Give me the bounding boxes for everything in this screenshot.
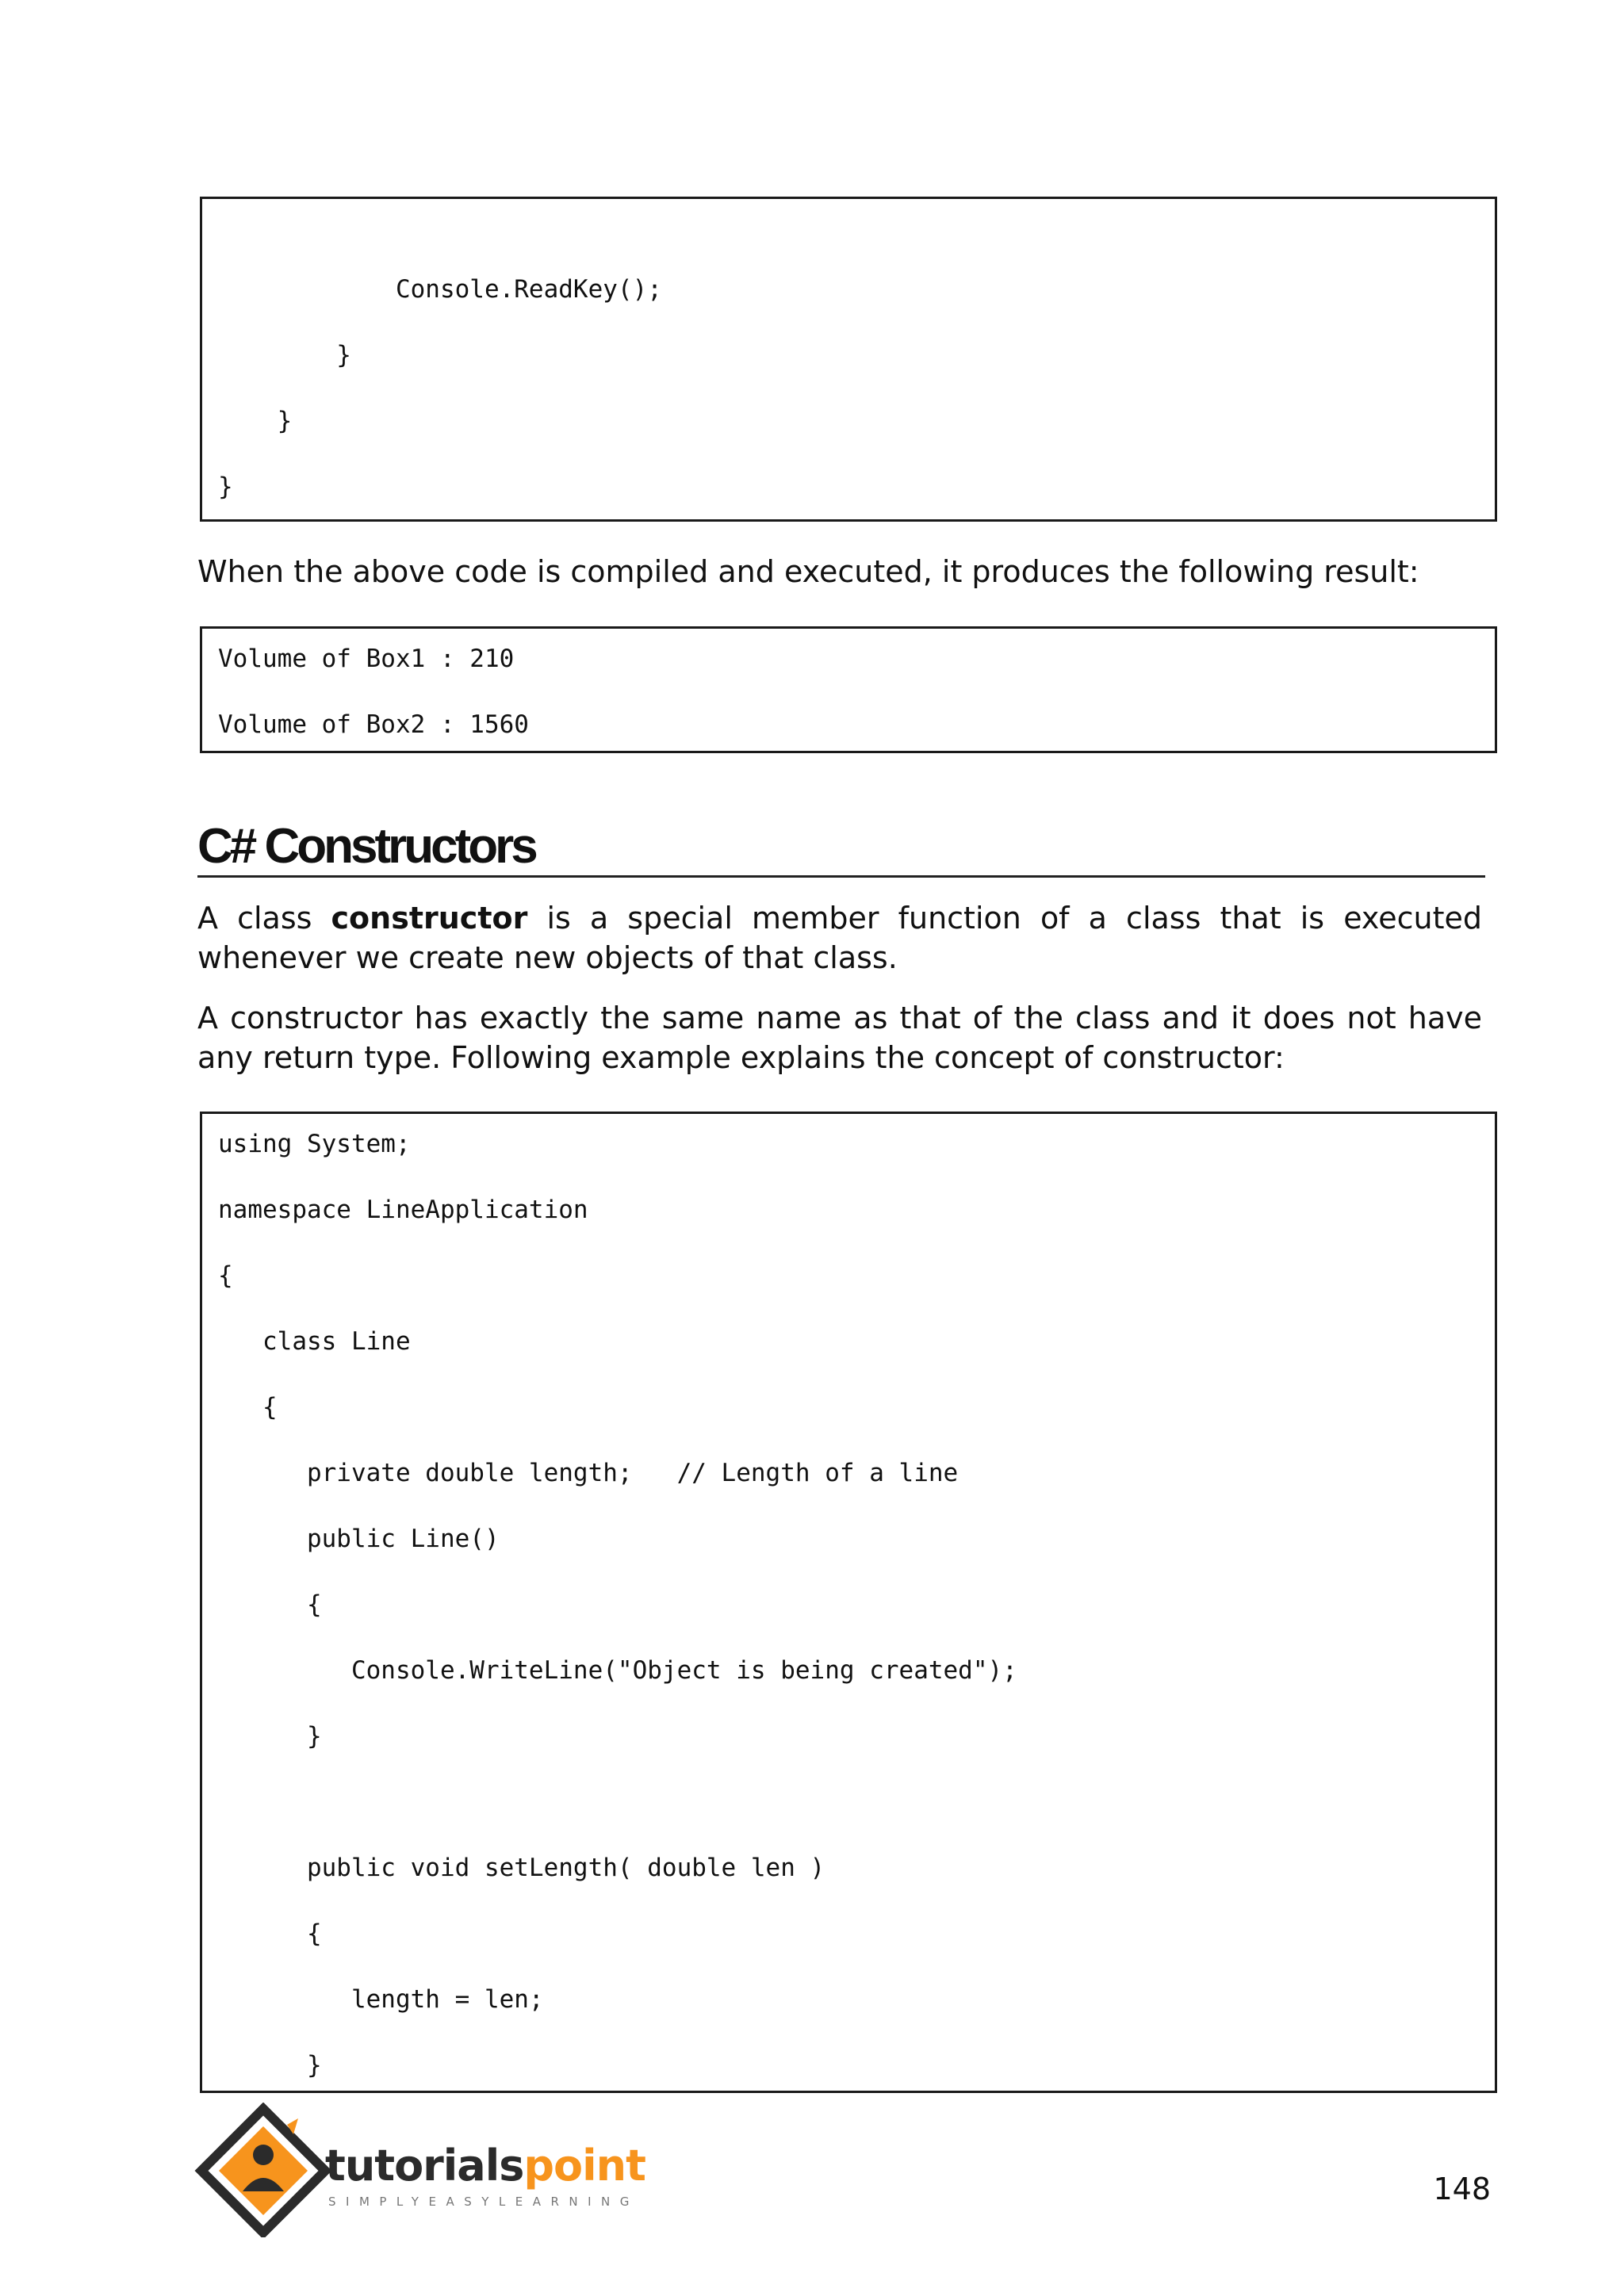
code-line: { (218, 1261, 233, 1290)
output-line: Volume of Box1 : 210 (218, 645, 515, 673)
code-line: public Line() (218, 1525, 500, 1553)
logo-tagline: SIMPLYEASYLEARNING (328, 2195, 639, 2209)
code-line: { (218, 1919, 322, 1948)
heading-divider (197, 875, 1485, 878)
code-line: } (218, 407, 293, 435)
output-line: Volume of Box2 : 1560 (218, 710, 529, 739)
code-line: { (218, 1590, 322, 1619)
code-line: } (218, 2051, 322, 2080)
page-number: 148 (1433, 2172, 1491, 2206)
code-block-example (200, 1112, 1497, 2093)
para1-text-before: A class (197, 901, 331, 936)
code-line: Console.ReadKey(); (218, 275, 662, 304)
code-line: Console.WriteLine("Object is being created"); (218, 1656, 1017, 1685)
constructor-definition-paragraph (197, 898, 1482, 978)
result-intro-text: When the above code is compiled and executed, it produces the following result: (197, 554, 1419, 589)
code-line: } (218, 1722, 322, 1751)
logo-wordmark: tutorialspoint (325, 2141, 645, 2191)
para1-text-after: is a special member function of a class that is executed whenever we create new objects of that class. (197, 901, 1482, 975)
code-line: public void setLength( double len ) (218, 1854, 825, 1882)
constructor-term: constructor (331, 901, 528, 936)
section-heading: C# Constructors (197, 819, 535, 874)
code-line: length = len; (218, 1985, 544, 2014)
code-line: class Line (218, 1327, 411, 1356)
tutorialspoint-logo (193, 2103, 653, 2237)
code-block-continuation (200, 197, 1497, 522)
constructor-explanation-paragraph: A constructor has exactly the same name as that of the class and it does not have any return type. Following example explains the concept of constructor: (197, 1001, 1482, 1075)
code-line: namespace LineApplication (218, 1196, 588, 1224)
code-line: private double length; // Length of a line (218, 1459, 959, 1487)
code-line: } (218, 341, 351, 369)
code-line: } (218, 473, 233, 501)
code-line: { (218, 1393, 278, 1422)
code-line: using System; (218, 1130, 411, 1158)
output-block (200, 626, 1497, 753)
